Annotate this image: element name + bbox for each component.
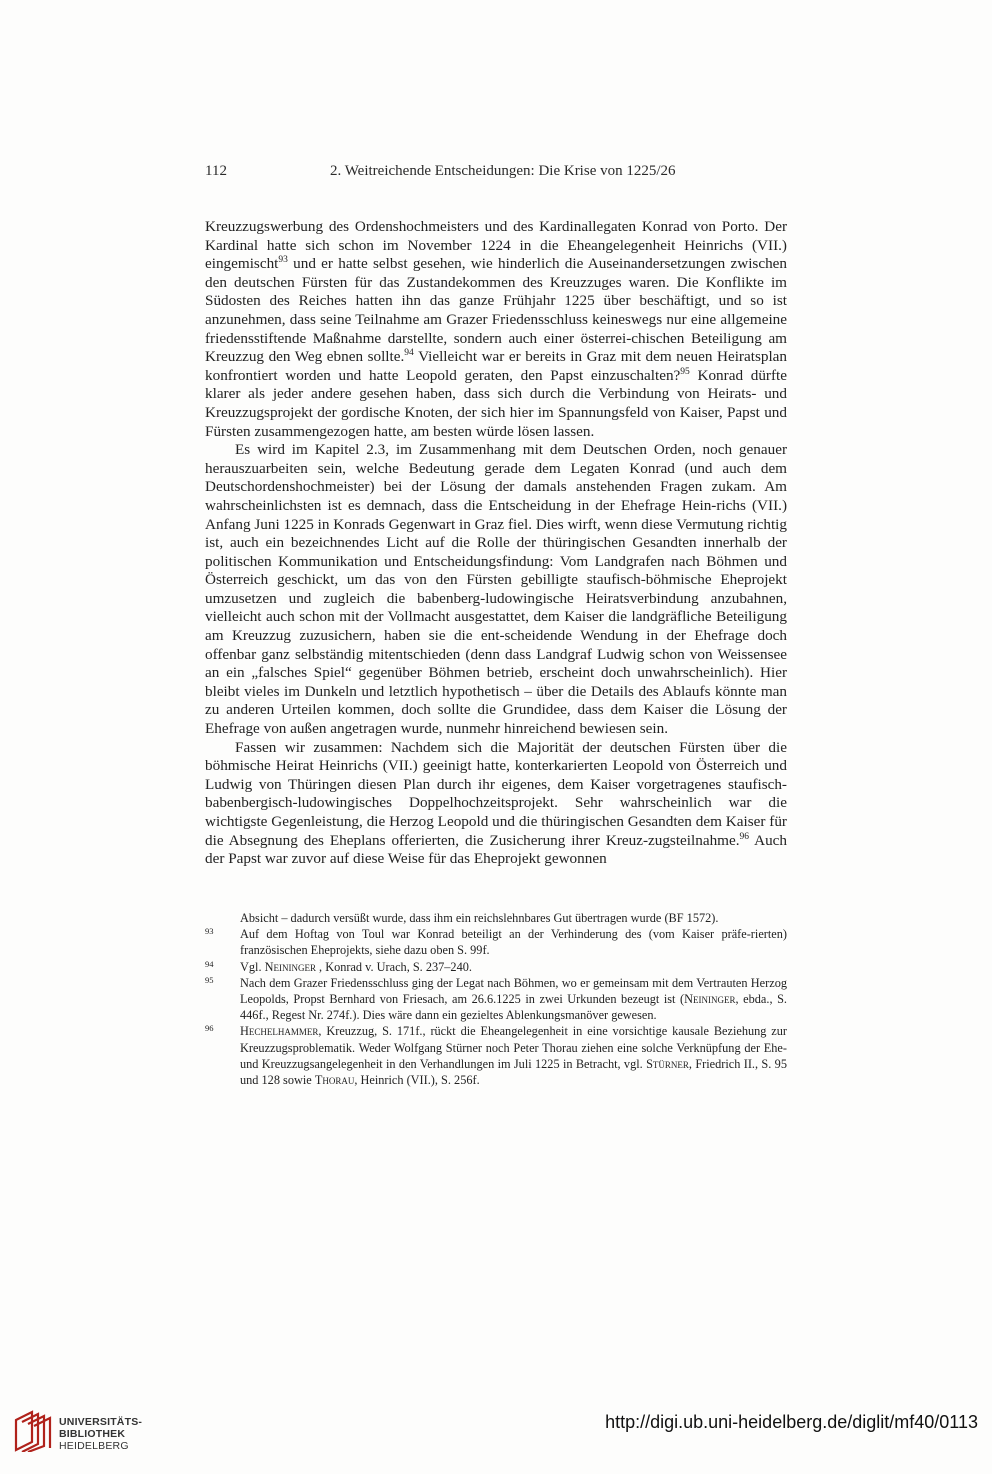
footnote-ref-93[interactable]: 93: [278, 255, 288, 266]
running-title: 2. Weitreichende Entscheidungen: Die Krise von 1225/26: [330, 163, 676, 179]
footnote-continuation: Absicht – dadurch versüßt wurde, dass ihm ein reichslehnbares Gut übertragen wurde (BF 1572).: [240, 911, 719, 925]
library-logo-icon: [12, 1408, 52, 1452]
paragraph-1: Kreuzzugswerbung des Ordenshochmeisters und des Kardinallegaten Konrad von Porto. Der Kardinal hatte sich schon im November 1224 in die Eheangelegenheit Heinrichs (VII.) eingemischt$^{93}$ und er hatte selbst gesehen, wie hinderlich die Auseinandersetzungen zwischen den deutschen Fürsten für das Zustandekommen des Kreuzzuges waren. Die Konflikte im Südosten des Reiches hatten ihn das ganze Frühjahr 1225 über beschäftigt, und so ist anzunehmen, dass seine Teilnahme am Grazer Friedensschluss keineswegs nur eine allgemeine friedensstiftende Maßnahme darstellte, sondern auch einer österrei-chischen Beteiligung am Kreuzzug den Weg ebnen sollte.$^{94}$ Vielleicht war er bereits in Graz mit dem neuen Heiratsplan konfrontiert worden und hatte Leopold geraten, den Papst einzuschalten?$^{95}$ Konrad dürfte klarer als jeder andere gesehen haben, dass sich durch die Verbindung von Heirats- und Kreuzzugsprojekt der gordische Knoten, der sich hier im Spannungsfeld von Kaiser, Papst und Fürsten zusammengezogen hatte, am besten würde lösen lassen.: [205, 218, 788, 440]
footnote-96: 96 Hechelhammer, Kreuzzug, S. 171f., rückt die Eheangelegenheit in eine vorsichtige kausale Beziehung zur Kreuzzugsproblematik. Weder Wolfgang Stürner noch Peter Thorau ziehen eine solche Verknüpfung der Ehe- und Kreuzzugsangelegenheit in den Verhandlungen im Juli 1225 in Betracht, vgl. Stürner, Friedrich II., S. 95 und 128 sowie Thorau, Heinrich (VII.), S. 256f.: [205, 1023, 787, 1088]
paragraph-2: Es wird im Kapitel 2.3, im Zusammenhang mit dem Deutschen Orden, noch genauer herauszuarbeiten sein, welche Bedeutung gerade dem Legaten Konrad (und auch dem Deutschordenshochmeister) bei der Lösung der damals anstehenden Fragen zukam. Am wahrscheinlichsten ist es demnach, dass die Entscheidung in der Ehefrage Hein-richs (VII.) Anfang Juni 1225 in Konrads Gegenwart in Graz fiel. Dies wirft, wenn diese Vermutung richtig ist, auch ein bezeichnendes Licht auf die Rolle der thüringischen Gesandten innerhalb der politischen Kommunikation und Entscheidungsfindung: Vom Landgrafen nach Böhmen und Österreich geschickt, um das von den Fürsten gebilligte staufisch-böhmische Eheprojekt umzusetzen und zugleich die babenberg-ludowingische Heiratsverbindung anzubahnen, vielleicht auch schon mit der Vollmacht ausgestattet, dem Kaiser die landgräfliche Beteiligung am Kreuzzug zuzusichern, haben sie die ent-scheidende Wendung in der Ehefrage doch offenbar ganz selbständig mitentschieden (denn dass Landgraf Ludwig schon von Weissensee an ein „falsches Spiel“ gegenüber Böhmen betrieb, erscheint doch unwahrscheinlich). Hier bleibt vieles im Dunkeln und letztlich hypothetisch – über die Details des Ablaufs könnte man zu anderen Urteilen kommen, doch sollte die Grundidee, dass dem Kaiser die Lösung der Ehefrage von außen angetragen wurde, nunmehr hinreichend bewiesen sein.: [205, 441, 787, 738]
footnote-ref-96[interactable]: 96: [739, 831, 750, 842]
footnote-94: 94 Vgl. Neininger , Konrad v. Urach, S. 237–240.: [205, 958, 472, 974]
source-url-link[interactable]: http://digi.ub.uni-heidelberg.de/diglit/mf40/0113: [605, 1412, 978, 1432]
main-text: [205, 218, 787, 869]
page-number: 112: [205, 163, 227, 179]
footnotes: [205, 910, 787, 1088]
library-name: UNIVERSITÄTS- BIBLIOTHEK HEIDELBERG: [59, 1416, 143, 1452]
paragraph-3: Fassen wir zusammen: Nachdem sich die Majorität der deutschen Fürsten über die böhmische Heirat Heinrichs (VII.) geeinigt hatte, konterkarierten Leopold von Österreich und Ludwig von Thüringen diesen Plan durch ihr eigenes, dem Kaiser vorgetragenes staufisch-babenbergisch-ludowingisches Doppelhochzeitsprojekt. Sehr wahrscheinlich war die wichtigste Gegenleistung, die Herzog Leopold und die thüringischen Gesandten dem Kaiser für die Absegnung des Eheplans offerierten, die Zusicherung ihrer Kreuz-zugsteilnahme.$^{96}$ Auch der Papst war zuvor auf diese Weise für das Eheprojekt gewonnen: [205, 738, 788, 868]
footnote-ref-94[interactable]: 94: [404, 348, 414, 359]
footnote-95: 95 Nach dem Grazer Friedensschluss ging der Legat nach Böhmen, wo er gemeinsam mit dem Vertrauten Herzog Leopolds, Propst Bernhard von Friesach, am 26.6.1225 in zwei Urkunden bezeugt ist (Neininger, ebda., S. 446f., Regest Nr. 274f.). Dies wäre dann ein gezieltes Ablenkungsmanöver gewesen.: [205, 974, 787, 1023]
footnote-ref-95[interactable]: 95: [680, 366, 690, 377]
library-logo[interactable]: [12, 1408, 172, 1460]
footnote-93: 93 Auf dem Hoftag von Toul war Konrad beteiligt an der Verhinderung des (vom Kaiser präfe-rierten) französischen Eheprojekts, siehe dazu oben S. 99f.: [205, 926, 787, 958]
